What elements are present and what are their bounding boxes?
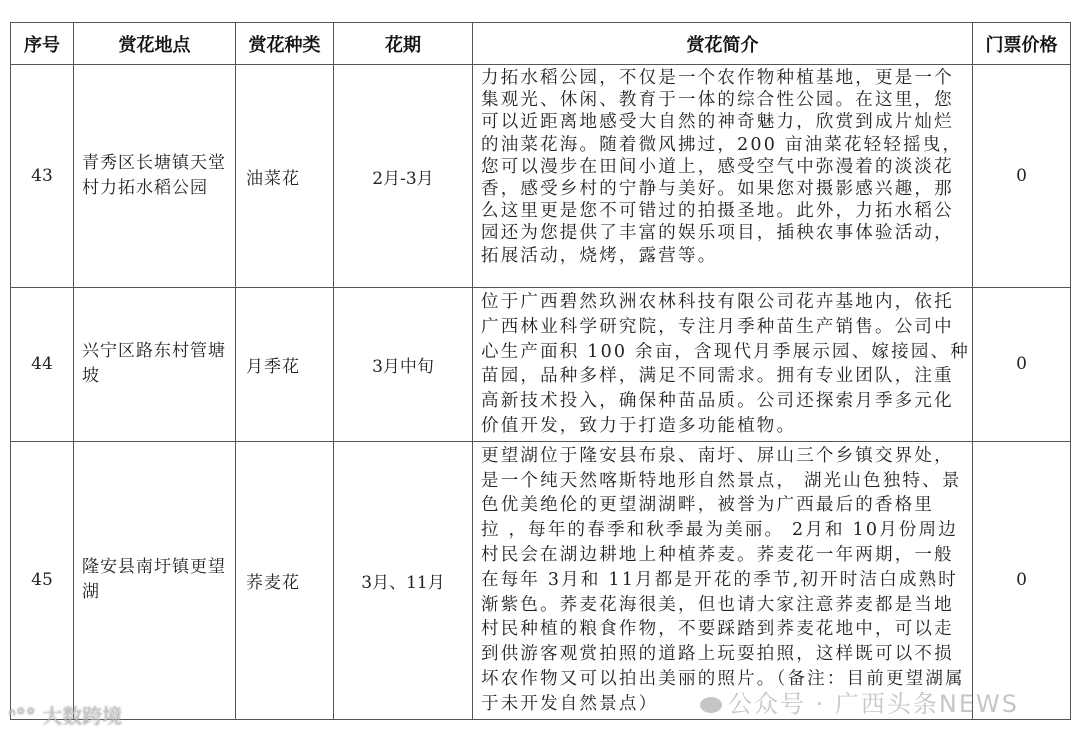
desc-line: 高新技术投入，确保种苗品质。公司还探索月季多元化: [481, 391, 954, 412]
cell-no: 43: [11, 65, 74, 288]
cell-desc: [473, 65, 973, 288]
desc-line: 到供游客观赏拍照的道路上玩耍拍照，这样既可以不损: [481, 644, 954, 665]
desc-line: 您可以漫步在田间小道上，感受空气中弥漫着的淡淡花: [481, 156, 954, 177]
wechat-watermark-text: 公众号 · 广西头条NEWS: [728, 690, 1019, 718]
desc-line: 么这里更是您不可错过的拍摄圣地。此外，力拓水稻公: [481, 201, 954, 222]
cell-kind: 荞麦花: [236, 441, 334, 719]
header-no: 序号: [11, 23, 74, 65]
cell-period: 3月、11月: [334, 441, 473, 719]
cell-place: 兴宁区路东村管塘坡: [74, 288, 236, 442]
header-kind: 赏花种类: [236, 23, 334, 65]
desc-line: 坏农作物又可以拍出美丽的照片。（备注：目前更望湖属: [481, 668, 965, 689]
desc-line: 拓展活动，烧烤，露营等。: [481, 245, 718, 266]
desc-line: 园还为您提供了丰富的娱乐项目，插秧农事体验活动，: [481, 223, 954, 244]
cell-price: 0: [973, 65, 1071, 288]
header-price: 门票价格: [973, 23, 1071, 65]
desc-line: 村民会在湖边耕地上种植荞麦。荞麦花一年两期，一般: [481, 544, 954, 565]
cell-kind: 油菜花: [236, 65, 334, 288]
desc-line: 苗园，品种多样，满足不同需求。拥有专业团队，注重: [481, 366, 954, 387]
desc-line: 集观光、休闲、教育于一体的综合性公园。在这里，您: [481, 90, 954, 111]
desc-line: 渐紫色。荞麦花海很美，但也请大家注意荞麦都是当地: [481, 594, 954, 615]
flower-viewing-table: [10, 22, 1071, 720]
desc-line: 的油菜花海。随着微风拂过，200 亩油菜花轻轻摇曳，: [481, 134, 963, 155]
cell-place: 隆安县南圩镇更望湖: [74, 441, 236, 719]
table-row: [11, 288, 1071, 442]
cell-desc: [473, 441, 973, 719]
cell-place: 青秀区长塘镇天堂村力拓水稻公园: [74, 65, 236, 288]
table-row: [11, 441, 1071, 719]
desc-line: 价值开发，致力于打造多功能植物。: [481, 415, 797, 436]
desc-line: 香，感受乡村的宁静与美好。如果您对摄影感兴趣，那: [481, 179, 954, 200]
desc-line: 更望湖位于隆安县布泉、南圩、屏山三个乡镇交界处，: [481, 445, 954, 466]
cell-no: 45: [11, 441, 74, 719]
desc-line: 是一个纯天然喀斯特地形自然景点， 湖光山色独特、景: [481, 470, 962, 491]
header-row: [11, 23, 1071, 65]
desc-line: 可以近距离地感受大自然的神奇魅力，欣赏到成片灿烂: [481, 112, 954, 133]
desc-line: 广西林业科学研究院，专注月季种苗生产销售。公司中: [481, 316, 954, 337]
table-row: [11, 65, 1071, 288]
cell-price: 0: [973, 441, 1071, 719]
desc-line: 色优美绝伦的更望湖湖畔，被誉为广西最后的香格里: [481, 495, 935, 516]
logo-icon: ᐢ°°: [8, 704, 43, 728]
desc-line: 于未开发自然景点）: [481, 693, 659, 714]
desc-line: 力拓水稻公园，不仅是一个农作物种植基地，更是一个: [481, 68, 954, 88]
desc-line: 村民种植的粮食作物，不要踩踏到荞麦花地中，可以走: [481, 619, 954, 640]
desc-line: 位于广西碧然玖洲农林科技有限公司花卉基地内，依托: [481, 292, 954, 312]
header-place: 赏花地点: [74, 23, 236, 65]
desc-line: 拉 ，每年的春季和秋季最为美丽。 2月和 10月份周边: [481, 520, 958, 541]
cell-period: 3月中旬: [334, 288, 473, 442]
corner-watermark-text: 大数跨境: [42, 704, 123, 728]
desc-line: 心生产面积 100 余亩，含现代月季展示园、嫁接园、种: [481, 341, 970, 362]
cell-no: 44: [11, 288, 74, 442]
cell-kind: 月季花: [236, 288, 334, 442]
desc-line: 在每年 3月和 11月都是开花的季节,初开时洁白成熟时: [481, 569, 958, 590]
cell-desc: [473, 288, 973, 442]
cell-price: 0: [973, 288, 1071, 442]
header-period: 花期: [334, 23, 473, 65]
header-desc: 赏花简介: [473, 23, 973, 65]
cell-period: 2月-3月: [334, 65, 473, 288]
